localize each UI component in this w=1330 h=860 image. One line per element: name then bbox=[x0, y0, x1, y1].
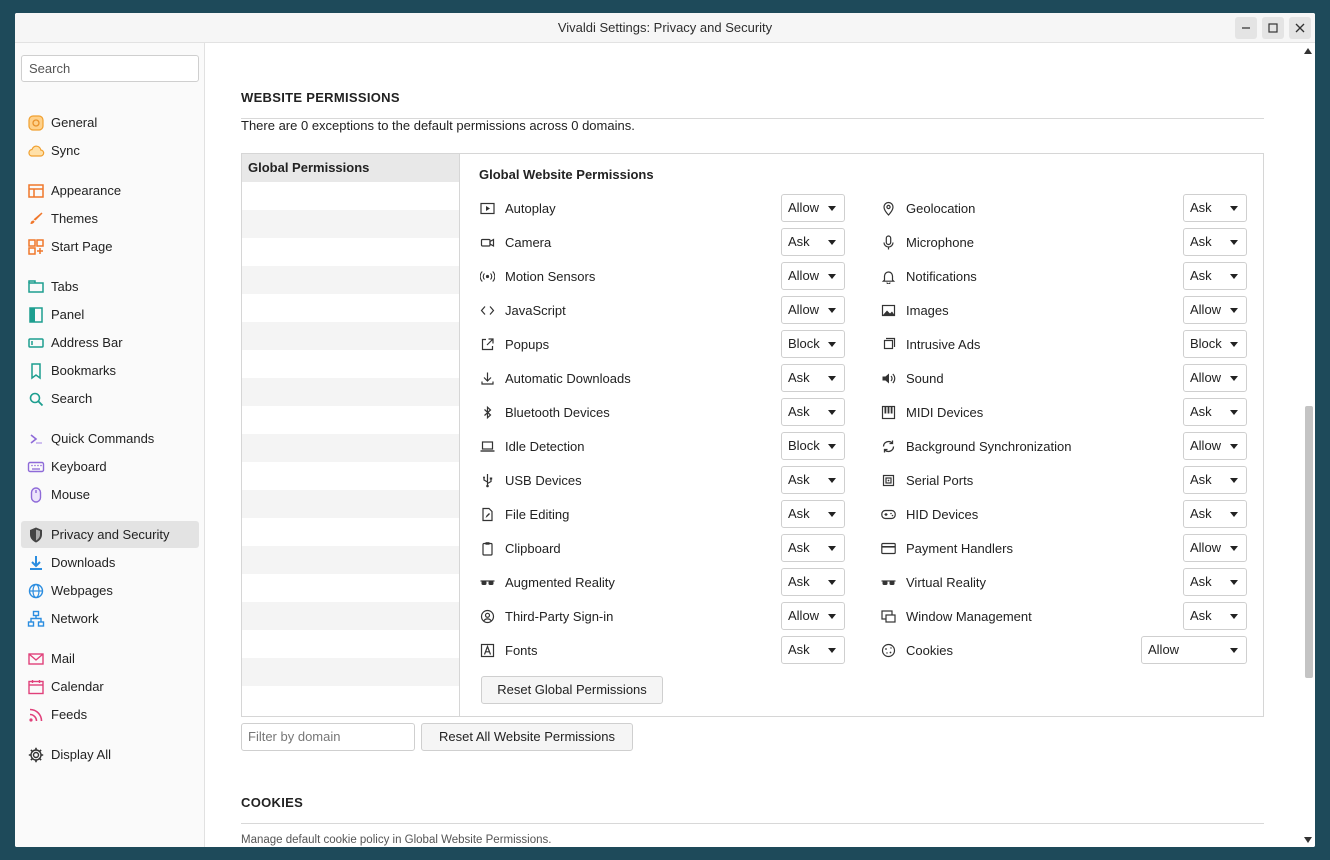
permission-label: Geolocation bbox=[906, 200, 976, 216]
permission-select-clipboard[interactable] bbox=[781, 534, 845, 562]
permission-row-usb-devices bbox=[479, 466, 582, 494]
permission-select-augmented-reality[interactable] bbox=[781, 568, 845, 596]
permission-select-virtual-reality[interactable] bbox=[1183, 568, 1247, 596]
permission-select-value: Block bbox=[788, 336, 820, 351]
download-icon bbox=[27, 554, 45, 572]
sidebar-item-calendar[interactable] bbox=[21, 673, 199, 700]
permission-label: Third-Party Sign-in bbox=[505, 608, 614, 624]
permission-row-cookies bbox=[880, 636, 953, 664]
reset-all-website-permissions-button[interactable]: Reset All Website Permissions bbox=[421, 723, 633, 751]
chevron-down-icon bbox=[828, 206, 836, 211]
permission-select-value: Block bbox=[788, 438, 820, 453]
domain-list-empty-row bbox=[242, 602, 459, 630]
permission-label: File Editing bbox=[505, 506, 570, 522]
permission-select-usb-devices[interactable] bbox=[781, 466, 845, 494]
chevron-down-icon bbox=[828, 614, 836, 619]
permission-label: Clipboard bbox=[505, 540, 561, 556]
sidebar-item-mail[interactable] bbox=[21, 645, 199, 672]
permission-row-fonts bbox=[479, 636, 538, 664]
domain-list-empty-row bbox=[242, 182, 459, 210]
permission-row-bluetooth-devices bbox=[479, 398, 610, 426]
permission-label: Augmented Reality bbox=[505, 574, 615, 590]
autoplay-icon bbox=[479, 200, 495, 216]
permission-row-serial-ports bbox=[880, 466, 973, 494]
permission-select-images[interactable] bbox=[1183, 296, 1247, 324]
permission-select-bluetooth-devices[interactable] bbox=[781, 398, 845, 426]
sidebar-item-keyboard[interactable] bbox=[21, 453, 199, 480]
maximize-icon bbox=[1267, 22, 1279, 34]
permission-select-third-party-sign-in[interactable] bbox=[781, 602, 845, 630]
sidebar-item-privacy-and-security[interactable] bbox=[21, 521, 199, 548]
chevron-down-icon bbox=[828, 308, 836, 313]
permission-row-midi-devices bbox=[880, 398, 983, 426]
domain-list-empty-row bbox=[242, 574, 459, 602]
cookies-description: Manage default cookie policy in Global Website Permissions. bbox=[241, 834, 552, 846]
domain-list-empty-row bbox=[242, 294, 459, 322]
divider bbox=[241, 823, 1264, 824]
bookmark-icon bbox=[27, 362, 45, 380]
permission-select-value: Allow bbox=[1190, 438, 1222, 453]
cookies-heading: COOKIES bbox=[241, 795, 304, 810]
font-icon bbox=[479, 642, 495, 658]
domain-list-empty-row bbox=[242, 350, 459, 378]
permission-select-value: Ask bbox=[1190, 404, 1212, 419]
permission-label: Automatic Downloads bbox=[505, 370, 631, 386]
file-edit-icon bbox=[479, 506, 495, 522]
permission-row-window-management bbox=[880, 602, 1032, 630]
permission-select-motion-sensors[interactable] bbox=[781, 262, 845, 290]
sidebar-item-label: Address Bar bbox=[51, 335, 123, 350]
permission-label: Background Synchronization bbox=[906, 438, 1072, 454]
panel-title: Global Website Permissions bbox=[479, 167, 654, 182]
sidebar-item-label: Tabs bbox=[51, 279, 79, 294]
domain-list-empty-row bbox=[242, 462, 459, 490]
chevron-down-icon bbox=[828, 580, 836, 585]
chevron-down-icon bbox=[1230, 410, 1238, 415]
sidebar-item-label: Themes bbox=[51, 211, 98, 226]
sidebar-item-label: Keyboard bbox=[51, 459, 107, 474]
vr-glasses-icon bbox=[880, 574, 896, 590]
permission-row-clipboard bbox=[479, 534, 561, 562]
permission-select-value: Allow bbox=[1148, 642, 1180, 657]
chevron-down-icon bbox=[828, 546, 836, 551]
sidebar-item-label: Calendar bbox=[51, 679, 104, 694]
domain-list-item-global[interactable]: Global Permissions bbox=[242, 154, 459, 182]
chevron-down-icon bbox=[828, 648, 836, 653]
permission-select-value: Ask bbox=[788, 506, 810, 521]
sidebar-item-address-bar[interactable] bbox=[21, 329, 199, 356]
domain-list-empty-row bbox=[242, 210, 459, 238]
settings-content bbox=[205, 43, 1301, 847]
chevron-down-icon bbox=[1230, 206, 1238, 211]
sidebar-item-label: Network bbox=[51, 611, 99, 626]
cookie-icon bbox=[880, 642, 896, 658]
permission-select-value: Allow bbox=[788, 268, 820, 283]
cloud-icon bbox=[27, 142, 45, 160]
permission-select-intrusive-ads[interactable] bbox=[1183, 330, 1247, 358]
sidebar-item-display-all[interactable] bbox=[21, 741, 199, 768]
sidebar-item-themes[interactable] bbox=[21, 205, 199, 232]
chevron-down-icon bbox=[1230, 444, 1238, 449]
sidebar-item-webpages[interactable] bbox=[21, 577, 199, 604]
gamepad-icon bbox=[880, 506, 896, 522]
permission-label: Popups bbox=[505, 336, 550, 352]
permission-row-background-synchronization bbox=[880, 432, 1072, 460]
permission-row-virtual-reality bbox=[880, 568, 986, 596]
permission-select-value: Allow bbox=[788, 200, 820, 215]
domain-list-empty-row bbox=[242, 378, 459, 406]
permission-label: Serial Ports bbox=[906, 472, 974, 488]
permission-select-value: Ask bbox=[1190, 234, 1212, 249]
chevron-down-icon bbox=[1230, 648, 1238, 653]
sidebar-item-mouse[interactable] bbox=[21, 481, 199, 508]
permission-select-value: Ask bbox=[1190, 574, 1212, 589]
permission-select-value: Ask bbox=[1190, 608, 1212, 623]
permission-label: JavaScript bbox=[505, 302, 566, 318]
permission-row-hid-devices bbox=[880, 500, 978, 528]
sidebar-item-label: Bookmarks bbox=[51, 363, 117, 378]
bell-icon bbox=[880, 268, 896, 284]
permission-select-value: Ask bbox=[788, 574, 810, 589]
content-scrollbar[interactable] bbox=[1301, 43, 1315, 847]
maximize-button[interactable] bbox=[1262, 17, 1284, 39]
permission-select-midi-devices[interactable] bbox=[1183, 398, 1247, 426]
address-bar-icon bbox=[27, 334, 45, 352]
domain-list-empty-row bbox=[242, 518, 459, 546]
chevron-down-icon bbox=[828, 342, 836, 347]
permission-row-images bbox=[880, 296, 949, 324]
search-icon bbox=[27, 390, 45, 408]
chevron-down-icon bbox=[828, 444, 836, 449]
usb-icon bbox=[479, 472, 495, 488]
permission-select-geolocation[interactable] bbox=[1183, 194, 1247, 222]
chevron-down-icon bbox=[1230, 308, 1238, 313]
permission-row-automatic-downloads bbox=[479, 364, 631, 392]
permission-select-automatic-downloads[interactable] bbox=[781, 364, 845, 392]
permission-select-value: Allow bbox=[788, 608, 820, 623]
permission-select-value: Ask bbox=[788, 472, 810, 487]
sidebar-item-label: Privacy and Security bbox=[51, 527, 170, 542]
chevron-down-icon bbox=[1230, 478, 1238, 483]
chevron-down-icon bbox=[1230, 614, 1238, 619]
close-button[interactable] bbox=[1289, 17, 1311, 39]
mouse-icon bbox=[27, 486, 45, 504]
permission-label: HID Devices bbox=[906, 506, 979, 522]
sidebar-item-network[interactable] bbox=[21, 605, 199, 632]
sidebar-item-label: Webpages bbox=[51, 583, 113, 598]
permission-row-autoplay bbox=[479, 194, 556, 222]
domain-list-empty-row bbox=[242, 546, 459, 574]
sidebar-item-label: Quick Commands bbox=[51, 431, 155, 446]
mail-icon bbox=[27, 650, 45, 668]
credit-card-icon bbox=[880, 540, 896, 556]
permission-select-autoplay[interactable] bbox=[781, 194, 845, 222]
image-icon bbox=[880, 302, 896, 318]
sidebar-item-bookmarks[interactable] bbox=[21, 357, 199, 384]
permission-select-value: Allow bbox=[1190, 370, 1222, 385]
exceptions-summary: There are 0 exceptions to the default permissions across 0 domains. bbox=[241, 118, 635, 133]
permission-label: Window Management bbox=[906, 608, 1032, 624]
filter-by-domain-input[interactable]: Filter by domain bbox=[241, 723, 415, 751]
sidebar-item-label: Mail bbox=[51, 651, 75, 666]
permission-row-motion-sensors bbox=[479, 262, 595, 290]
permission-select-javascript[interactable] bbox=[781, 296, 845, 324]
permission-select-value: Ask bbox=[788, 404, 810, 419]
permission-label: Camera bbox=[505, 234, 552, 250]
permission-select-value: Ask bbox=[1190, 200, 1212, 215]
permission-label: Notifications bbox=[906, 268, 977, 284]
sidebar-item-label: Downloads bbox=[51, 555, 116, 570]
permission-select-value: Ask bbox=[788, 234, 810, 249]
permission-label: MIDI Devices bbox=[906, 404, 984, 420]
permission-select-value: Allow bbox=[1190, 302, 1222, 317]
quick-commands-icon bbox=[27, 430, 45, 448]
permission-label: Motion Sensors bbox=[505, 268, 596, 284]
sidebar-item-search[interactable] bbox=[21, 385, 199, 412]
permission-label: Fonts bbox=[505, 642, 538, 658]
permission-select-value: Ask bbox=[1190, 268, 1212, 283]
sidebar-item-label: Start Page bbox=[51, 239, 113, 254]
code-icon bbox=[479, 302, 495, 318]
chevron-down-icon bbox=[1230, 240, 1238, 245]
speaker-icon bbox=[880, 370, 896, 386]
permission-row-intrusive-ads bbox=[880, 330, 980, 358]
domain-list-empty-row bbox=[242, 238, 459, 266]
motion-sensors-icon bbox=[479, 268, 495, 284]
network-icon bbox=[27, 610, 45, 628]
domain-list-empty-row bbox=[242, 630, 459, 658]
panel-icon bbox=[27, 306, 45, 324]
chevron-down-icon bbox=[828, 410, 836, 415]
brush-icon bbox=[27, 210, 45, 228]
permission-select-idle-detection[interactable] bbox=[781, 432, 845, 460]
settings-sidebar bbox=[15, 43, 205, 847]
global-permissions-panel bbox=[461, 154, 1263, 716]
keyboard-icon bbox=[27, 458, 45, 476]
permission-row-sound bbox=[880, 364, 944, 392]
sidebar-item-start-page[interactable] bbox=[21, 233, 199, 260]
permission-label: Microphone bbox=[906, 234, 974, 250]
chevron-down-icon bbox=[1230, 376, 1238, 381]
domain-list-empty-row bbox=[242, 434, 459, 462]
permission-select-microphone[interactable] bbox=[1183, 228, 1247, 256]
popup-icon bbox=[479, 336, 495, 352]
permission-select-cookies[interactable] bbox=[1141, 636, 1247, 664]
permission-label: Idle Detection bbox=[505, 438, 585, 454]
gear-icon bbox=[27, 746, 45, 764]
permission-label: Intrusive Ads bbox=[906, 336, 981, 352]
account-icon bbox=[479, 608, 495, 624]
sidebar-item-label: Search bbox=[51, 391, 93, 406]
permissions-box bbox=[241, 153, 1264, 717]
domain-list-empty-row bbox=[242, 490, 459, 518]
permission-row-microphone bbox=[880, 228, 974, 256]
permission-select-camera[interactable] bbox=[781, 228, 845, 256]
permission-row-third-party-sign-in bbox=[479, 602, 613, 630]
sidebar-item-tabs[interactable] bbox=[21, 273, 199, 300]
window-controls bbox=[1235, 17, 1311, 39]
chevron-down-icon bbox=[1230, 580, 1238, 585]
serial-port-icon bbox=[880, 472, 896, 488]
start-page-icon bbox=[27, 238, 45, 256]
chevron-down-icon bbox=[1230, 274, 1238, 279]
permission-select-payment-handlers[interactable] bbox=[1183, 534, 1247, 562]
permission-select-popups[interactable] bbox=[781, 330, 845, 358]
close-icon bbox=[1294, 22, 1306, 34]
permission-select-background-synchronization[interactable] bbox=[1183, 432, 1247, 460]
permission-label: Bluetooth Devices bbox=[505, 404, 610, 420]
permission-select-notifications[interactable] bbox=[1183, 262, 1247, 290]
permission-row-idle-detection bbox=[479, 432, 585, 460]
sidebar-item-label: Panel bbox=[51, 307, 85, 322]
bluetooth-icon bbox=[479, 404, 495, 420]
camera-icon bbox=[479, 234, 495, 250]
appearance-icon bbox=[27, 182, 45, 200]
permission-label: Sound bbox=[906, 370, 944, 386]
permission-select-value: Allow bbox=[788, 302, 820, 317]
laptop-icon bbox=[479, 438, 495, 454]
permission-label: Payment Handlers bbox=[906, 540, 1013, 556]
sidebar-item-label: Feeds bbox=[51, 707, 88, 722]
reset-global-permissions-button[interactable]: Reset Global Permissions bbox=[481, 676, 663, 704]
microphone-icon bbox=[880, 234, 896, 250]
chevron-down-icon bbox=[1230, 546, 1238, 551]
ads-icon bbox=[880, 336, 896, 352]
globe-icon bbox=[27, 582, 45, 600]
permission-label: Images bbox=[906, 302, 949, 318]
sync-icon bbox=[880, 438, 896, 454]
sidebar-item-panel[interactable] bbox=[21, 301, 199, 328]
sidebar-item-label: General bbox=[51, 115, 98, 130]
chevron-down-icon bbox=[1230, 342, 1238, 347]
shield-icon bbox=[27, 526, 45, 544]
permission-select-value: Ask bbox=[788, 642, 810, 657]
permission-label: Autoplay bbox=[505, 200, 556, 216]
permission-select-file-editing[interactable] bbox=[781, 500, 845, 528]
domain-list-empty-row bbox=[242, 658, 459, 686]
permission-row-notifications bbox=[880, 262, 977, 290]
chevron-down-icon bbox=[828, 376, 836, 381]
sidebar-item-label: Display All bbox=[51, 747, 111, 762]
download-arrow-icon bbox=[479, 370, 495, 386]
sidebar-item-general[interactable] bbox=[21, 109, 199, 136]
location-pin-icon bbox=[880, 200, 896, 216]
permission-select-value: Ask bbox=[788, 540, 810, 555]
chevron-down-icon bbox=[828, 240, 836, 245]
title-bar bbox=[15, 13, 1315, 43]
chevron-down-icon bbox=[828, 512, 836, 517]
permission-select-value: Ask bbox=[1190, 506, 1212, 521]
midi-icon bbox=[880, 404, 896, 420]
permission-select-window-management[interactable] bbox=[1183, 602, 1247, 630]
settings-window bbox=[15, 13, 1315, 847]
permission-select-fonts[interactable] bbox=[781, 636, 845, 664]
permission-select-serial-ports[interactable] bbox=[1183, 466, 1247, 494]
sidebar-item-label: Appearance bbox=[51, 183, 122, 198]
domain-list-empty-row bbox=[242, 406, 459, 434]
window-management-icon bbox=[880, 608, 896, 624]
permission-label: USB Devices bbox=[505, 472, 582, 488]
permission-select-value: Block bbox=[1190, 336, 1222, 351]
feed-icon bbox=[27, 706, 45, 724]
permission-row-camera bbox=[479, 228, 551, 256]
permission-row-geolocation bbox=[880, 194, 975, 222]
minimize-button[interactable] bbox=[1235, 17, 1257, 39]
domain-list-empty-row bbox=[242, 322, 459, 350]
chevron-down-icon bbox=[828, 274, 836, 279]
domain-list-empty-row bbox=[242, 686, 459, 714]
permission-select-value: Allow bbox=[1190, 540, 1222, 555]
scroll-up-arrow-icon[interactable] bbox=[1304, 48, 1312, 54]
permission-row-file-editing bbox=[479, 500, 569, 528]
general-icon bbox=[27, 114, 45, 132]
permission-row-payment-handlers bbox=[880, 534, 1013, 562]
clipboard-icon bbox=[479, 540, 495, 556]
scroll-down-arrow-icon[interactable] bbox=[1304, 837, 1312, 843]
sidebar-item-label: Sync bbox=[51, 143, 80, 158]
minimize-icon bbox=[1240, 22, 1252, 34]
permission-select-value: Ask bbox=[1190, 472, 1212, 487]
chevron-down-icon bbox=[1230, 512, 1238, 517]
permission-row-javascript bbox=[479, 296, 566, 324]
sidebar-item-label: Mouse bbox=[51, 487, 91, 502]
sidebar-item-feeds[interactable] bbox=[21, 701, 199, 728]
permission-select-sound[interactable] bbox=[1183, 364, 1247, 392]
website-permissions-heading: WEBSITE PERMISSIONS bbox=[241, 90, 400, 105]
domain-list bbox=[242, 154, 460, 716]
sidebar-item-appearance[interactable] bbox=[21, 177, 199, 204]
permission-select-value: Ask bbox=[788, 370, 810, 385]
chevron-down-icon bbox=[828, 478, 836, 483]
sidebar-item-quick-commands[interactable] bbox=[21, 425, 199, 452]
permission-select-hid-devices[interactable] bbox=[1183, 500, 1247, 528]
permission-row-augmented-reality bbox=[479, 568, 615, 596]
sidebar-item-sync[interactable] bbox=[21, 137, 199, 164]
permission-row-popups bbox=[479, 330, 549, 358]
tabs-icon bbox=[27, 278, 45, 296]
sidebar-item-downloads[interactable] bbox=[21, 549, 199, 576]
window-title: Vivaldi Settings: Privacy and Security bbox=[557, 20, 773, 35]
permission-label: Virtual Reality bbox=[906, 574, 986, 590]
domain-list-empty-row bbox=[242, 266, 459, 294]
settings-search-input[interactable]: Search bbox=[21, 55, 199, 82]
calendar-icon bbox=[27, 678, 45, 696]
scroll-thumb[interactable] bbox=[1305, 406, 1313, 678]
glasses-icon bbox=[479, 574, 495, 590]
permission-label: Cookies bbox=[906, 642, 953, 658]
